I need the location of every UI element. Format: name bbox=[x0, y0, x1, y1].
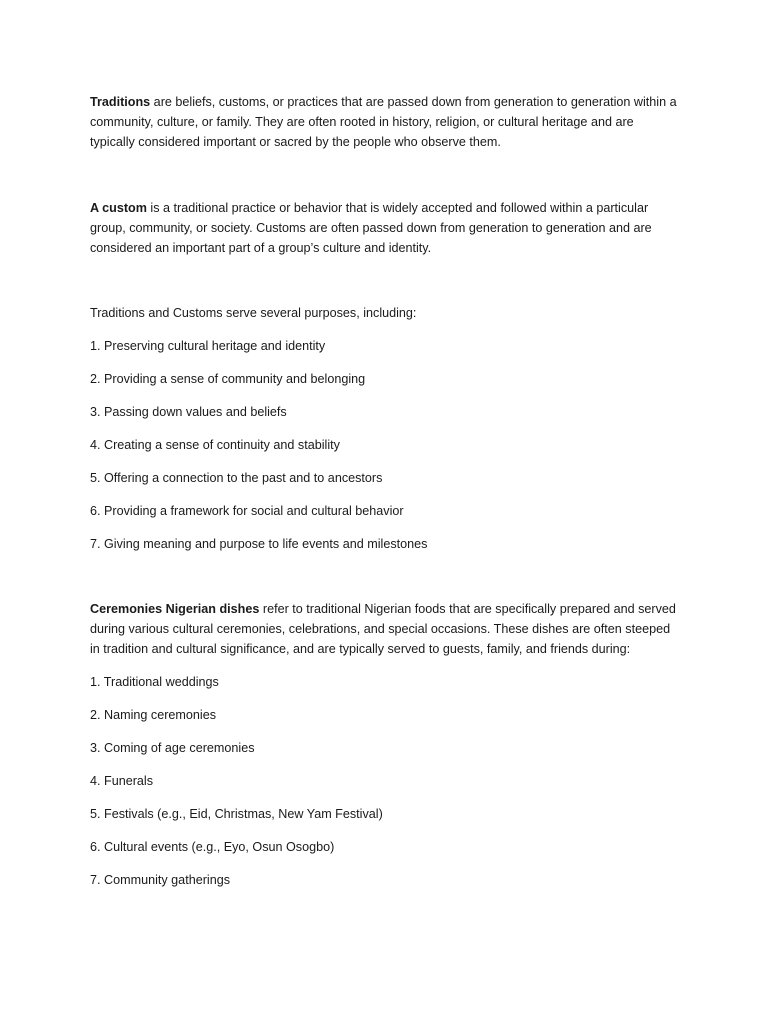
traditions-term: Traditions bbox=[90, 95, 151, 109]
ceremonies-paragraph bbox=[90, 599, 680, 659]
list-item: 7. Community gatherings bbox=[90, 873, 230, 887]
list-item: 4. Funerals bbox=[90, 774, 153, 788]
list-item: 6. Providing a framework for social and cultural behavior bbox=[90, 504, 404, 518]
list-item: 5. Offering a connection to the past and to ancestors bbox=[90, 471, 383, 485]
ceremonies-definition: refer to traditional Nigerian foods that are specifically prepared and served during various cultural ceremonies, celebrations, and special occasions. These dishes are often steeped in tradition and cultural significance, and are typically served to guests, family, and friends during: bbox=[90, 602, 676, 656]
traditions-paragraph bbox=[90, 92, 680, 152]
occasions-list bbox=[90, 672, 680, 890]
custom-paragraph bbox=[90, 198, 680, 258]
list-item: 7. Giving meaning and purpose to life events and milestones bbox=[90, 537, 428, 551]
traditions-definition: are beliefs, customs, or practices that are passed down from generation to generation within a community, culture, or family. They are often rooted in history, religion, or cultural heritage and are typically considered important or sacred by the people who observe them. bbox=[90, 95, 677, 149]
list-item: 3. Passing down values and beliefs bbox=[90, 405, 287, 419]
purposes-list bbox=[90, 336, 680, 554]
custom-definition: is a traditional practice or behavior that is widely accepted and followed within a particular group, community, or society. Customs are often passed down from generation to generation and are considered an important part of a group’s culture and identity. bbox=[90, 201, 652, 255]
list-item: 4. Creating a sense of continuity and stability bbox=[90, 438, 340, 452]
list-item: 5. Festivals (e.g., Eid, Christmas, New Yam Festival) bbox=[90, 807, 383, 821]
list-item: 1. Preserving cultural heritage and identity bbox=[90, 339, 326, 353]
ceremonies-term: Ceremonies Nigerian dishes bbox=[90, 602, 260, 616]
list-item: 2. Providing a sense of community and belonging bbox=[90, 372, 366, 386]
list-item: 1. Traditional weddings bbox=[90, 675, 219, 689]
custom-term: A custom bbox=[90, 201, 147, 215]
list-item: 6. Cultural events (e.g., Eyo, Osun Osogbo) bbox=[90, 840, 335, 854]
list-item: 2. Naming ceremonies bbox=[90, 708, 216, 722]
document-page bbox=[90, 92, 680, 890]
list-item: 3. Coming of age ceremonies bbox=[90, 741, 255, 755]
purposes-intro: Traditions and Customs serve several purposes, including: bbox=[90, 306, 417, 320]
